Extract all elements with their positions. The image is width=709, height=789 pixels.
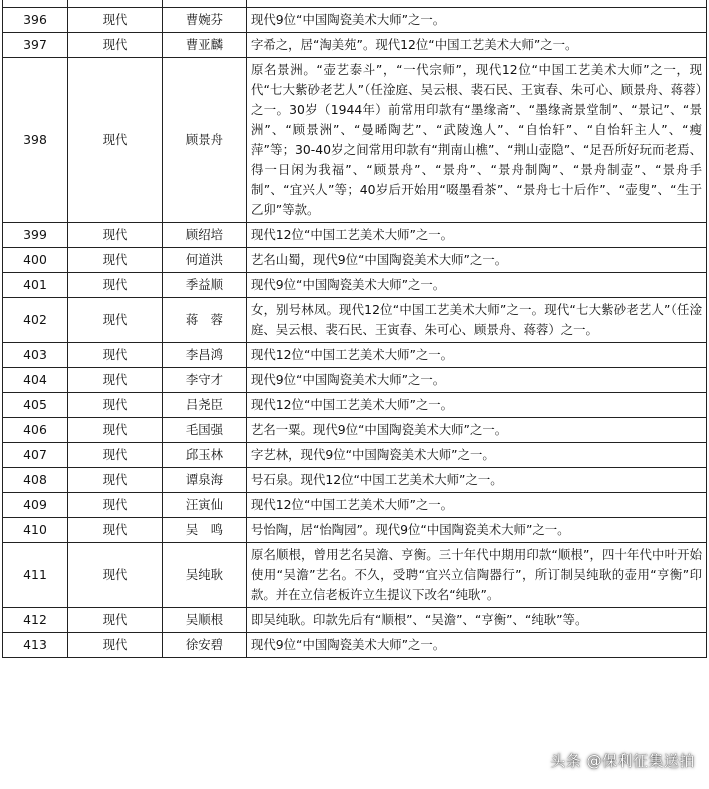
table-row [3, 248, 707, 273]
row-description: 现代12位“中国工艺美术大师”之一。 [247, 223, 707, 248]
table-row [3, 468, 707, 493]
table-body [3, 0, 707, 658]
row-number: 410 [3, 518, 68, 543]
row-era: 现代 [68, 608, 163, 633]
cell-partial [3, 0, 68, 8]
table-row [3, 633, 707, 658]
table-row [3, 608, 707, 633]
row-name: 李守才 [163, 368, 247, 393]
table-row [3, 443, 707, 468]
row-era: 现代 [68, 8, 163, 33]
row-name: 顾景舟 [163, 58, 247, 223]
row-era: 现代 [68, 33, 163, 58]
row-era: 现代 [68, 248, 163, 273]
row-number: 407 [3, 443, 68, 468]
row-number: 412 [3, 608, 68, 633]
row-description: 现代9位“中国陶瓷美术大师”之一。 [247, 633, 707, 658]
row-description: 即吴纯耿。印款先后有“顺根”、“吴澹”、“亨衡”、“纯耿”等。 [247, 608, 707, 633]
row-name: 蒋 蓉 [163, 298, 247, 343]
table-row [3, 418, 707, 443]
row-name: 吕尧臣 [163, 393, 247, 418]
cell-partial [247, 0, 707, 8]
row-era: 现代 [68, 223, 163, 248]
row-number: 408 [3, 468, 68, 493]
row-era: 现代 [68, 518, 163, 543]
row-era: 现代 [68, 368, 163, 393]
row-number: 403 [3, 343, 68, 368]
table-row [3, 393, 707, 418]
row-description: 号石泉。现代12位“中国工艺美术大师”之一。 [247, 468, 707, 493]
row-era: 现代 [68, 633, 163, 658]
cell-partial [68, 0, 163, 8]
row-description: 现代12位“中国工艺美术大师”之一。 [247, 343, 707, 368]
row-number: 400 [3, 248, 68, 273]
artist-table [2, 0, 707, 658]
row-description: 现代9位“中国陶瓷美术大师”之一。 [247, 273, 707, 298]
row-description: 原名景洲。“壶艺泰斗”，“一代宗师”，现代12位“中国工艺美术大师”之一，现代“七大紫砂老艺人”（任淦庭、吴云根、裴石民、王寅春、朱可心、顾景舟、蒋蓉）之一。30岁（1944年）前常用印款有“墨缘斋”、“墨缘斋景堂制”、“景记”、“景洲”、“顾景洲”、“曼晞陶艺”、“武陵逸人”、“自怡轩”、“自怡轩主人”、“瘦萍”等；30-40岁之间常用印款有“荆南山樵”、“荆山壶隐”、“足吾所好玩而老焉、得一日闲为我福”、“顾景舟”、“景舟”、“景舟制陶”、“景舟制壶”、“景舟手制”、“宜兴人”等；40岁后开始用“啜墨看茶”、“景舟七十后作”、“壶叟”、“生于乙卯”等款。 [247, 58, 707, 223]
row-era: 现代 [68, 493, 163, 518]
row-number: 396 [3, 8, 68, 33]
table-row [3, 8, 707, 33]
table-row [3, 368, 707, 393]
row-era: 现代 [68, 273, 163, 298]
row-description: 艺名一粟。现代9位“中国陶瓷美术大师”之一。 [247, 418, 707, 443]
row-name: 谭泉海 [163, 468, 247, 493]
row-name: 曹婉芬 [163, 8, 247, 33]
row-name: 何道洪 [163, 248, 247, 273]
row-number: 411 [3, 543, 68, 608]
row-era: 现代 [68, 443, 163, 468]
row-description: 字艺林，现代9位“中国陶瓷美术大师”之一。 [247, 443, 707, 468]
row-name: 顾绍培 [163, 223, 247, 248]
row-description: 字希之，居“淘美苑”。现代12位“中国工艺美术大师”之一。 [247, 33, 707, 58]
row-description: 原名顺根，曾用艺名吴澹、亨衡。三十年代中期用印款“顺根”，四十年代中叶开始使用“吴澹”艺名。不久，受聘“宜兴立信陶器行”，所订制吴纯耿的壶用“亨衡”印款。并在立信老板许立生提议下改名“纯耿”。 [247, 543, 707, 608]
row-era: 现代 [68, 393, 163, 418]
row-description: 艺名山蜀，现代9位“中国陶瓷美术大师”之一。 [247, 248, 707, 273]
row-name: 吴 鸣 [163, 518, 247, 543]
row-name: 邱玉林 [163, 443, 247, 468]
row-number: 398 [3, 58, 68, 223]
row-name: 汪寅仙 [163, 493, 247, 518]
row-era: 现代 [68, 298, 163, 343]
row-era: 现代 [68, 418, 163, 443]
table-row [3, 223, 707, 248]
row-name: 徐安碧 [163, 633, 247, 658]
table-row [3, 298, 707, 343]
row-number: 397 [3, 33, 68, 58]
row-number: 413 [3, 633, 68, 658]
row-number: 399 [3, 223, 68, 248]
row-description: 女，别号林凤。现代12位“中国工艺美术大师”之一。现代“七大紫砂老艺人”（任淦庭、吴云根、裴石民、王寅春、朱可心、顾景舟、蒋蓉）之一。 [247, 298, 707, 343]
row-description: 现代9位“中国陶瓷美术大师”之一。 [247, 8, 707, 33]
table-row-partial [3, 0, 707, 8]
row-era: 现代 [68, 58, 163, 223]
table-row [3, 518, 707, 543]
table-row [3, 273, 707, 298]
row-number: 406 [3, 418, 68, 443]
row-name: 毛国强 [163, 418, 247, 443]
watermark: 头条 @保利征集送拍 [550, 752, 695, 770]
row-description: 现代12位“中国工艺美术大师”之一。 [247, 493, 707, 518]
row-description: 号怡陶，居“怡陶园”。现代9位“中国陶瓷美术大师”之一。 [247, 518, 707, 543]
row-era: 现代 [68, 343, 163, 368]
row-name: 曹亚麟 [163, 33, 247, 58]
row-name: 季益顺 [163, 273, 247, 298]
row-era: 现代 [68, 468, 163, 493]
row-number: 405 [3, 393, 68, 418]
row-number: 401 [3, 273, 68, 298]
table-row [3, 543, 707, 608]
row-era: 现代 [68, 543, 163, 608]
row-description: 现代12位“中国工艺美术大师”之一。 [247, 393, 707, 418]
table-row [3, 33, 707, 58]
row-description: 现代9位“中国陶瓷美术大师”之一。 [247, 368, 707, 393]
row-name: 吴纯耿 [163, 543, 247, 608]
cell-partial [163, 0, 247, 8]
table-row [3, 58, 707, 223]
row-number: 404 [3, 368, 68, 393]
row-name: 李昌鸿 [163, 343, 247, 368]
table-row [3, 493, 707, 518]
table-row [3, 343, 707, 368]
row-name: 吴顺根 [163, 608, 247, 633]
row-number: 402 [3, 298, 68, 343]
row-number: 409 [3, 493, 68, 518]
